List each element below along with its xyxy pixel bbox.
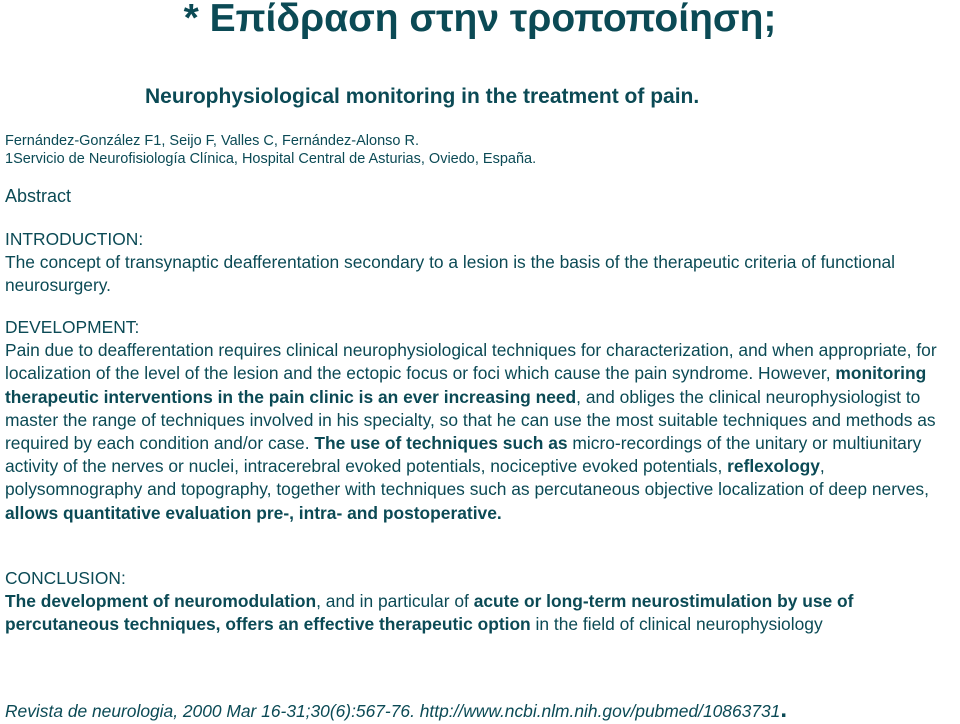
conclusion-text-part: in the field of clinical neurophysiology <box>530 614 823 635</box>
conclusion-emphasis: acute or long-term neurostimulation by use of percutaneous techniques, offers an effective therapeutic option <box>5 591 854 635</box>
slide-title: * Επίδραση στην τροποποίηση; <box>183 0 777 40</box>
citation <box>5 698 787 723</box>
development-text <box>5 339 960 525</box>
conclusion-emphasis: The development of neuromodulation <box>5 591 317 612</box>
conclusion-heading: CONCLUSION: <box>5 568 126 588</box>
authors-line: Fernández-González F1, Seijo F, Valles C, Fernández-Alonso R. <box>5 133 419 149</box>
development-heading: DEVELOPMENT: <box>5 317 140 337</box>
development-section <box>5 316 960 525</box>
conclusion-text-part: , and in particular of <box>316 591 474 612</box>
development-emphasis: The use of techniques such as <box>314 433 568 454</box>
introduction-section <box>5 228 960 298</box>
development-text-part: Pain due to deafferentation requires clinical neurophysiological techniques for characterization, and when appropriate, for localization of the level of the lesion and the ectopic focus or foci which cause the pain syndrome. However, <box>5 340 937 384</box>
introduction-text: The concept of transynaptic deafferentation secondary to a lesion is the basis of the therapeutic criteria of functional neurosurgery. <box>5 252 896 296</box>
affiliation-line: 1Servicio de Neurofisiología Clínica, Hospital Central de Asturias, Oviedo, España. <box>5 151 537 167</box>
author-block <box>5 132 536 168</box>
citation-text: Revista de neurologia, 2000 Mar 16-31;30(6):567-76. http://www.ncbi.nlm.nih.gov/pubmed/10863731 <box>5 701 781 721</box>
paper-title: Neurophysiological monitoring in the treatment of pain. <box>145 85 700 108</box>
development-emphasis: allows quantitative evaluation pre-, intra- and postoperative. <box>5 502 502 523</box>
development-text-part: , polysomnography and topography, together with techniques such as percutaneous objective localization of deep nerves, <box>5 456 929 500</box>
conclusion-text <box>5 590 960 636</box>
citation-end-mark: . <box>780 696 788 723</box>
conclusion-section <box>5 567 960 637</box>
introduction-heading: INTRODUCTION: <box>5 229 144 249</box>
development-emphasis: reflexology <box>727 456 820 477</box>
development-emphasis: monitoring therapeutic interventions in the pain clinic is an ever increasing need <box>5 363 927 407</box>
abstract-label: Abstract <box>5 186 72 206</box>
development-text-part: , and obliges the clinical neurophysiologist to master the range of techniques involved in his specialty, so that he can use the most suitable techniques and methods as required by each condition and/or case. <box>5 386 936 454</box>
development-text-part: micro-recordings of the unitary or multiunitary activity of the nerves or nuclei, intracerebral evoked potentials, nociceptive evoked potentials, <box>5 433 922 477</box>
